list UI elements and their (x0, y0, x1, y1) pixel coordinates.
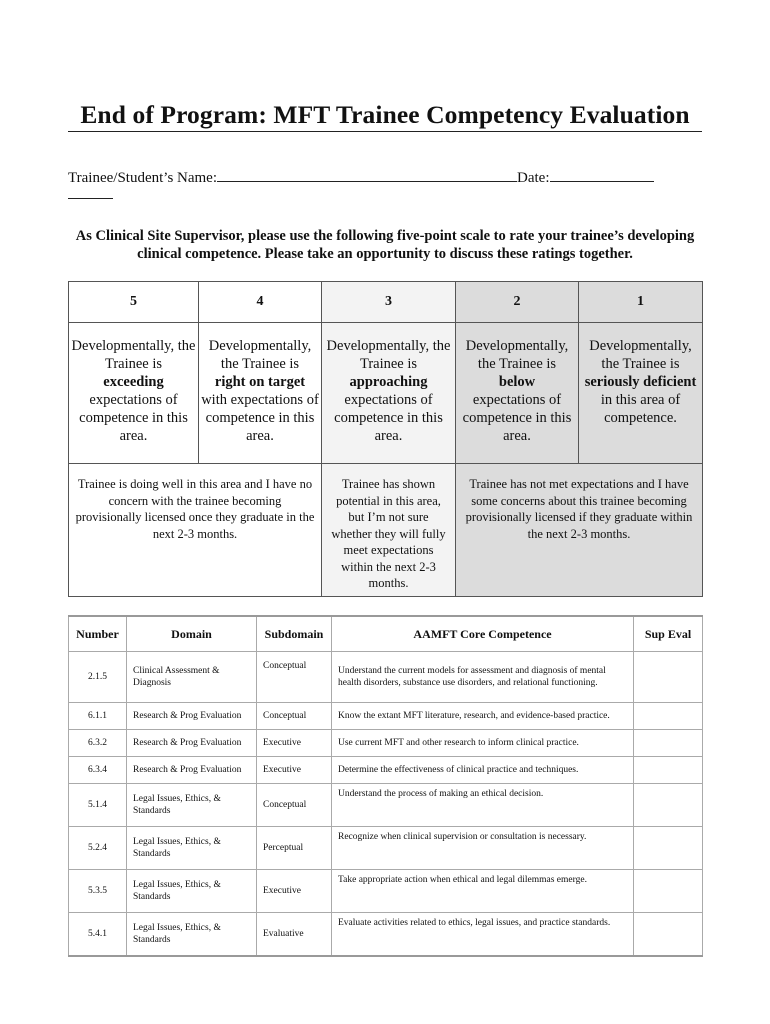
sup-eval-field[interactable] (634, 827, 703, 870)
name-date-line (68, 166, 654, 187)
table-row (69, 784, 703, 827)
date-label: Date: (517, 170, 550, 186)
cell-competence: Evaluate activities related to ethics, legal issues, and practice standards. (332, 913, 634, 957)
scale-header-row (69, 282, 703, 323)
cell-competence: Take appropriate action when ethical and legal dilemmas emerge. (332, 870, 634, 913)
col-header-sup-eval: Sup Eval (634, 616, 703, 652)
cell-number: 5.4.1 (69, 913, 127, 957)
cell-domain: Legal Issues, Ethics, & Standards (127, 784, 257, 827)
cell-subdomain: Conceptual (257, 652, 332, 703)
date-field[interactable] (550, 166, 654, 182)
cell-competence: Understand the process of making an ethical decision. (332, 784, 634, 827)
competency-header-row (69, 616, 703, 652)
note-low: Trainee has not met expectations and I have some concerns about this trainee becoming provisionally licensed if they graduate within the next 2-3 months. (456, 464, 703, 597)
note-mid: Trainee has shown potential in this area, but I’m not sure whether they will fully meet expectations within the next 2-3 months. (322, 464, 456, 597)
sup-eval-field[interactable] (634, 913, 703, 957)
page-title: End of Program: MFT Trainee Competency Evaluation (80, 100, 690, 129)
table-row (69, 703, 703, 730)
cell-subdomain: Perceptual (257, 827, 332, 870)
cell-number: 5.2.4 (69, 827, 127, 870)
col-header-number: Number (69, 616, 127, 652)
cell-number: 6.3.2 (69, 730, 127, 757)
cell-number: 2.1.5 (69, 652, 127, 703)
cell-competence: Determine the effectiveness of clinical practice and techniques. (332, 757, 634, 784)
note-high: Trainee is doing well in this area and I have no concern with the trainee becoming provisionally licensed once they graduate in the next 2-3 months. (69, 464, 322, 597)
cell-subdomain: Executive (257, 870, 332, 913)
col-header-competence: AAMFT Core Competence (332, 616, 634, 652)
table-row (69, 827, 703, 870)
cell-number: 5.1.4 (69, 784, 127, 827)
col-header-subdomain: Subdomain (257, 616, 332, 652)
sup-eval-field[interactable] (634, 703, 703, 730)
sup-eval-field[interactable] (634, 870, 703, 913)
table-row (69, 730, 703, 757)
sup-eval-field[interactable] (634, 652, 703, 703)
rating-value: 4 (199, 282, 322, 323)
scale-description-row (69, 323, 703, 464)
name-label: Trainee/Student’s Name: (68, 170, 218, 186)
sup-eval-field[interactable] (634, 757, 703, 784)
col-header-domain: Domain (127, 616, 257, 652)
name-field[interactable] (217, 166, 517, 182)
cell-number: 6.1.1 (69, 703, 127, 730)
date-field-continuation[interactable] (68, 183, 113, 199)
cell-domain: Legal Issues, Ethics, & Standards (127, 913, 257, 957)
cell-domain: Research & Prog Evaluation (127, 730, 257, 757)
cell-subdomain: Executive (257, 730, 332, 757)
rating-value: 2 (456, 282, 579, 323)
cell-subdomain: Conceptual (257, 703, 332, 730)
cell-competence: Understand the current models for assessment and diagnosis of mental health disorders, substance use disorders, and relational functioning. (332, 652, 634, 703)
cell-number: 5.3.5 (69, 870, 127, 913)
rating-description: Developmentally, the Trainee is below expectations of competence in this area. (456, 323, 579, 464)
cell-domain: Research & Prog Evaluation (127, 757, 257, 784)
cell-subdomain: Conceptual (257, 784, 332, 827)
cell-competence: Use current MFT and other research to inform clinical practice. (332, 730, 634, 757)
cell-domain: Clinical Assessment & Diagnosis (127, 652, 257, 703)
instructions: As Clinical Site Supervisor, please use the following five-point scale to rate your trainee’s developing clinical competence. Please take an opportunity to discuss these ratings together. (75, 228, 695, 262)
table-row (69, 757, 703, 784)
table-row (69, 913, 703, 957)
cell-competence: Know the extant MFT literature, research, and evidence-based practice. (332, 703, 634, 730)
cell-domain: Research & Prog Evaluation (127, 703, 257, 730)
cell-number: 6.3.4 (69, 757, 127, 784)
rating-value: 5 (69, 282, 199, 323)
table-row (69, 870, 703, 913)
rating-description: Developmentally, the Trainee is approaching expectations of competence in this area. (322, 323, 456, 464)
cell-subdomain: Evaluative (257, 913, 332, 957)
rating-value: 3 (322, 282, 456, 323)
rating-description: Developmentally, the Trainee is seriously deficient in this area of competence. (579, 323, 703, 464)
cell-domain: Legal Issues, Ethics, & Standards (127, 870, 257, 913)
cell-subdomain: Executive (257, 757, 332, 784)
rating-description: Developmentally, the Trainee is right on target with expectations of competence in this area. (199, 323, 322, 464)
cell-domain: Legal Issues, Ethics, & Standards (127, 827, 257, 870)
sup-eval-field[interactable] (634, 784, 703, 827)
table-row (69, 652, 703, 703)
sup-eval-field[interactable] (634, 730, 703, 757)
scale-notes-row (69, 464, 703, 597)
competency-table (68, 615, 703, 957)
rating-value: 1 (579, 282, 703, 323)
rating-description: Developmentally, the Trainee is exceeding expectations of competence in this area. (69, 323, 199, 464)
rating-scale-table (68, 281, 703, 597)
title-underline (68, 131, 702, 132)
cell-competence: Recognize when clinical supervision or consultation is necessary. (332, 827, 634, 870)
